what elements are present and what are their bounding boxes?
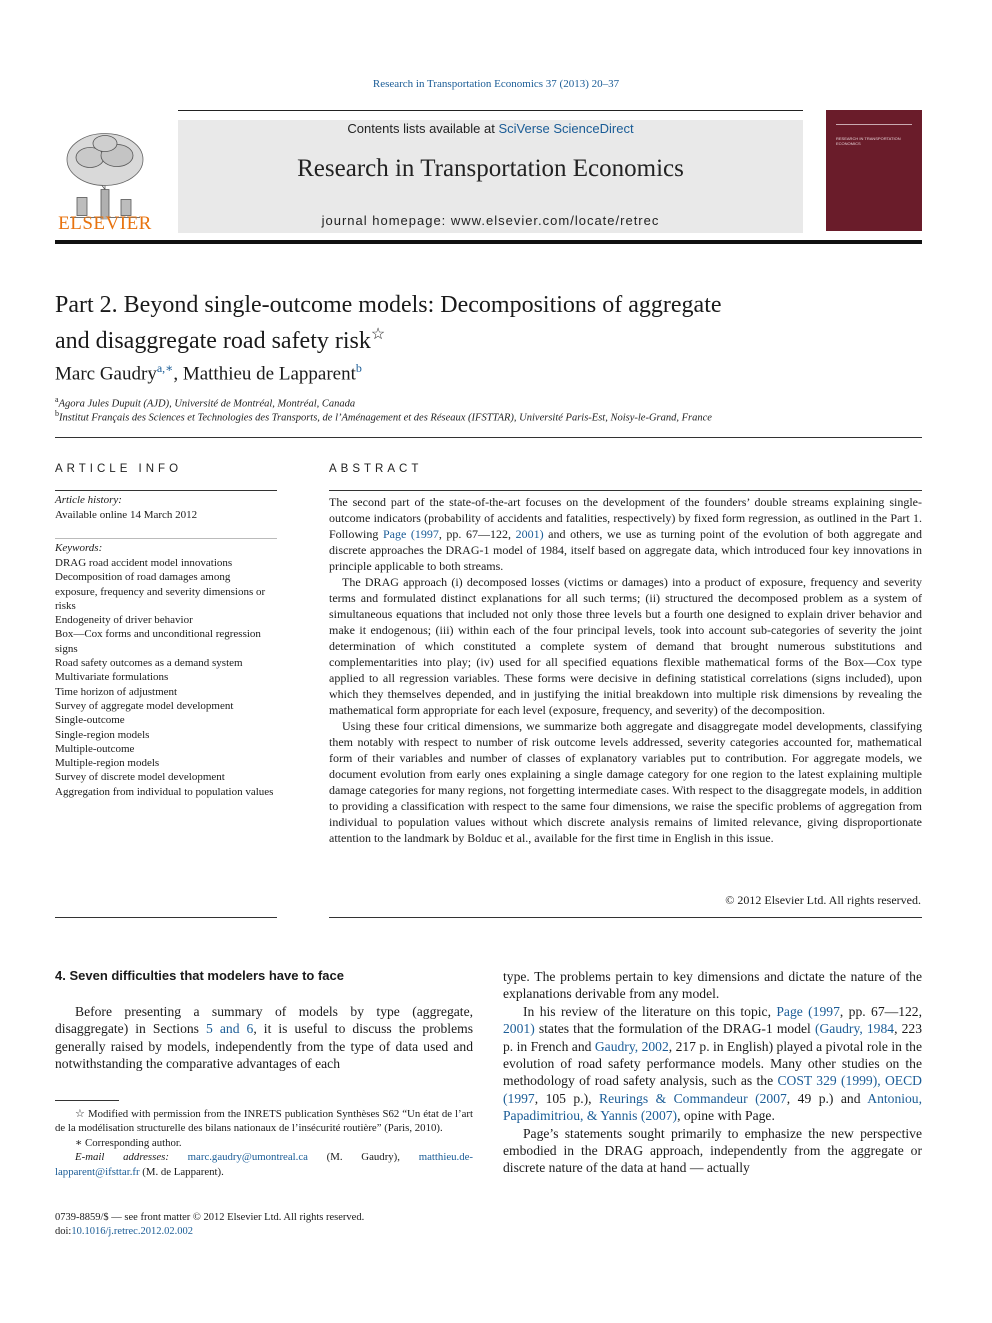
body-text: In his review of the literature on this topic, xyxy=(523,1003,777,1019)
keyword-item: Multivariate formulations xyxy=(55,671,169,684)
keyword-item: Single-outcome xyxy=(55,714,125,727)
footnote-rule xyxy=(55,1100,119,1101)
paper-title xyxy=(55,290,915,356)
citation-link[interactable]: COST 329 (1999), OECD (1997 xyxy=(503,1073,922,1106)
body-text: states that the formulation of the DRAG-1 model xyxy=(534,1021,815,1037)
title-line-2: and disaggregate road safety risk xyxy=(55,328,371,354)
issn-line: 0739-8859/$ — see front matter © 2012 Elsevier Ltd. All rights reserved. xyxy=(55,1212,365,1223)
doi-link[interactable]: 10.1016/j.retrec.2012.02.002 xyxy=(71,1226,193,1237)
keyword-item: Time horizon of adjustment xyxy=(55,685,178,698)
affiliation-mark: b xyxy=(55,409,59,418)
author-separator: , xyxy=(173,363,183,385)
keywords-list xyxy=(55,556,275,799)
keyword-item: Endogeneity of driver behavior xyxy=(55,614,193,627)
footnotes xyxy=(55,1107,473,1179)
keyword-item: Single-region models xyxy=(55,728,150,741)
body-paragraph xyxy=(503,1003,922,1125)
email-link[interactable]: matthieu.de-lapparent@ifsttar.fr xyxy=(55,1151,473,1178)
doi-label: doi: xyxy=(55,1226,72,1237)
body-text: Before presenting a summary of models by type (aggregate, disaggregate) in Sections xyxy=(55,1004,473,1037)
keyword-item: DRAG road accident model innovations xyxy=(55,557,233,569)
divider xyxy=(329,490,922,491)
abstract-paragraph: The DRAG approach (i) decomposed losses (victims or damages) into a product of exposure, frequency and severity terms and formulated distinct explanations for all such terms; (ii) structured the decomposed problem as a system of simultaneous equations that included not only those three levels but a fourth one designed to explain driver behavior and make it endogenous; (iii) within each of the four principal levels, took into account sub-categories of severity the joint determination of which constituted a complete system of demand that brought numerous substitutions and complementarities into play; (iv) used for all specified equations flexible mathematical forms of the Box—Cox type applied to all regression variables. These forms were decisive in defining statistical correlations (signs included), upon which they themselves depended, and in justifying the initial breakdown into multiple risk dimensions by revealing the mathematical form appropriate for each level (exposure, frequency, and severity) of the decomposition. xyxy=(329,575,922,717)
article-info-heading: ARTICLE INFO xyxy=(55,463,183,475)
citation-link[interactable]: (Gaudry, 1984 xyxy=(814,1021,895,1037)
body-left-column xyxy=(55,1003,473,1073)
author-list xyxy=(55,361,362,385)
sciencedirect-link[interactable]: SciVerse ScienceDirect xyxy=(498,121,634,136)
keyword-item: Box—Cox forms and unconditional regression signs xyxy=(55,628,261,655)
abstract-heading: ABSTRACT xyxy=(329,463,423,475)
affiliation-mark: a xyxy=(55,395,59,404)
affiliation-text: Agora Jules Dupuit (AJD), Université de Montréal, Montréal, Canada xyxy=(58,398,356,410)
section-heading: 4. Seven difficulties that modelers have to face xyxy=(55,968,344,983)
footnote-corresponding: ∗ Corresponding author. xyxy=(75,1136,182,1149)
abstract-body xyxy=(329,494,922,846)
divider xyxy=(55,917,277,918)
citation-link[interactable]: Gaudry, 2002 xyxy=(594,1038,669,1054)
running-head[interactable]: Research in Transportation Economics 37 (2013) 20–37 xyxy=(372,78,620,90)
footnote-emails xyxy=(55,1150,473,1179)
citation-link[interactable]: 2001) xyxy=(515,527,544,541)
divider xyxy=(55,538,277,539)
star-footnote-icon[interactable]: ☆ xyxy=(370,326,386,343)
body-paragraph: Page’s statements sought primarily to emphasize the new perspective embodied in the DRAG approach, independently from the aggregate or discrete nature of the data at hand — actually xyxy=(503,1125,922,1176)
body-text: , pp. 67—122, xyxy=(839,1003,922,1019)
history-value: Available online 14 March 2012 xyxy=(55,509,198,521)
keyword-item: Aggregation from individual to population values xyxy=(55,785,274,798)
body-text: , 49 p.) and xyxy=(786,1090,868,1106)
abstract-text: and others, we use as turning point of the evolution of both aggregate and discrete approaches the DRAG-1 model of 1984, itself based on aggregate data, which introduced four key innovations in principle applicable to both streams. xyxy=(329,527,923,573)
divider xyxy=(55,437,922,438)
author-name: Matthieu de Lapparent xyxy=(182,363,356,385)
doi-line xyxy=(55,1226,193,1237)
copyright-notice: © 2012 Elsevier Ltd. All rights reserved. xyxy=(725,893,921,907)
body-text: , opine with Page. xyxy=(677,1108,775,1124)
keyword-item: Survey of aggregate model development xyxy=(55,699,234,712)
journal-homepage[interactable]: journal homepage: www.elsevier.com/locate/retrec xyxy=(321,213,660,228)
divider xyxy=(329,917,922,918)
email-link[interactable]: marc.gaudry@umontreal.ca xyxy=(187,1151,308,1164)
affiliation-b xyxy=(55,409,712,424)
header-thick-rule xyxy=(55,240,922,244)
body-right-column xyxy=(503,968,922,1177)
publisher-wordmark: ELSEVIER xyxy=(58,213,152,234)
body-text: , it is useful to discuss the problems generally raised by models, independently from the type of data used and notwithstanding the comparative advantages of each xyxy=(55,1021,473,1072)
body-paragraph: type. The problems pertain to key dimensions and dictate the nature of the explanations derivable from any model. xyxy=(503,969,922,1002)
affiliation-a xyxy=(55,395,355,410)
abstract-text: The second part of the state-of-the-art focuses on the development of the founders’ double streams explaining single-outcome indicators (probability of accidents and fatalities, respectively) by fixed form regression, as outlined in the Part 1. Following xyxy=(329,495,922,541)
author-affiliation-mark[interactable]: a,∗ xyxy=(156,361,174,375)
affiliation-text: Institut Français des Sciences et Technologies des Transports, de l’Aménagement et des Réseaux (IFSTTAR), Université Paris-Est, Noisy-le-Grand, France xyxy=(59,412,712,424)
author-name: Marc Gaudry xyxy=(55,363,157,385)
keyword-item: Decomposition of road damages among exposure, frequency and severity dimensions or risks xyxy=(55,571,266,612)
citation-link[interactable]: Antoniou, Papadimitriou, & Yannis (2007) xyxy=(503,1090,923,1124)
keyword-item: Multiple-region models xyxy=(55,757,160,770)
email-owner: (M. de Lapparent). xyxy=(139,1165,224,1178)
cover-title: RESEARCH IN TRANSPORTATION ECONOMICS xyxy=(836,136,901,146)
citation-link[interactable]: Page (1997 xyxy=(382,527,439,541)
abstract-paragraph xyxy=(329,494,922,574)
section-link[interactable]: 5 and 6 xyxy=(206,1021,254,1037)
keywords-label: Keywords: xyxy=(55,542,103,554)
history-label: Article history: xyxy=(55,494,122,506)
contents-line xyxy=(178,121,803,136)
author-affiliation-mark[interactable]: b xyxy=(355,361,362,375)
body-text: , 217 p. in English) played a pivotal role in the evolution of road safety performance models. Many other studies on the methodology of road safety analysis, such as the xyxy=(503,1038,922,1089)
body-text: , 105 p.), xyxy=(534,1090,600,1106)
divider xyxy=(55,490,277,491)
abstract-text: , pp. 67—122, xyxy=(438,527,516,541)
keyword-item: Road safety outcomes as a demand system xyxy=(55,657,243,670)
email-label: E-mail addresses: xyxy=(75,1151,188,1164)
citation-link[interactable]: Reurings & Commandeur (2007 xyxy=(599,1090,787,1106)
citation-link[interactable]: 2001) xyxy=(503,1021,535,1037)
abstract-paragraph: Using these four critical dimensions, we summarize both aggregate and disaggregate model developments, classifying them notably with respect to number of risk outcome levels addressed, severity categories accounted for, mathematical form of their variables and number of classes of explanatory variables put to contribution. For aggregate models, we document evolution from early ones explaining a single damage category for one region to the latest explaining multiple damage categories for many regions, not forgetting intermediate cases. With respect to the disaggregate models, in addition to providing a classification with respect to the same four dimensions, we raise the specific problems of aggregation from individual to population values without which discrete analysis remains of limited relevance, giving disproportionate attention to the landmark by Bolduc et al., available for the first time in English in this issue. xyxy=(329,719,922,845)
email-owner: (M. Gaudry), xyxy=(307,1151,419,1164)
cover-rule xyxy=(836,124,912,131)
keyword-item: Multiple-outcome xyxy=(55,742,135,755)
title-line-1: Part 2. Beyond single-outcome models: Decompositions of aggregate xyxy=(55,292,722,318)
keyword-item: Survey of discrete model development xyxy=(55,771,225,784)
footnote-star: ☆ Modified with permission from the INRETS publication Synthèses S62 “Un état de l’art de la modélisation structurelle des bilans nationaux de l’insécurité routière” (Paris, 2010). xyxy=(55,1108,473,1135)
journal-title: Research in Transportation Economics xyxy=(297,155,684,182)
body-text: , 223 p. in French and xyxy=(503,1021,922,1054)
body-paragraph xyxy=(55,1003,473,1073)
header-rule xyxy=(178,110,803,111)
contents-prefix: Contents lists available at xyxy=(347,121,499,136)
journal-cover-thumbnail[interactable] xyxy=(826,110,922,231)
citation-link[interactable]: Page (1997 xyxy=(776,1003,840,1019)
